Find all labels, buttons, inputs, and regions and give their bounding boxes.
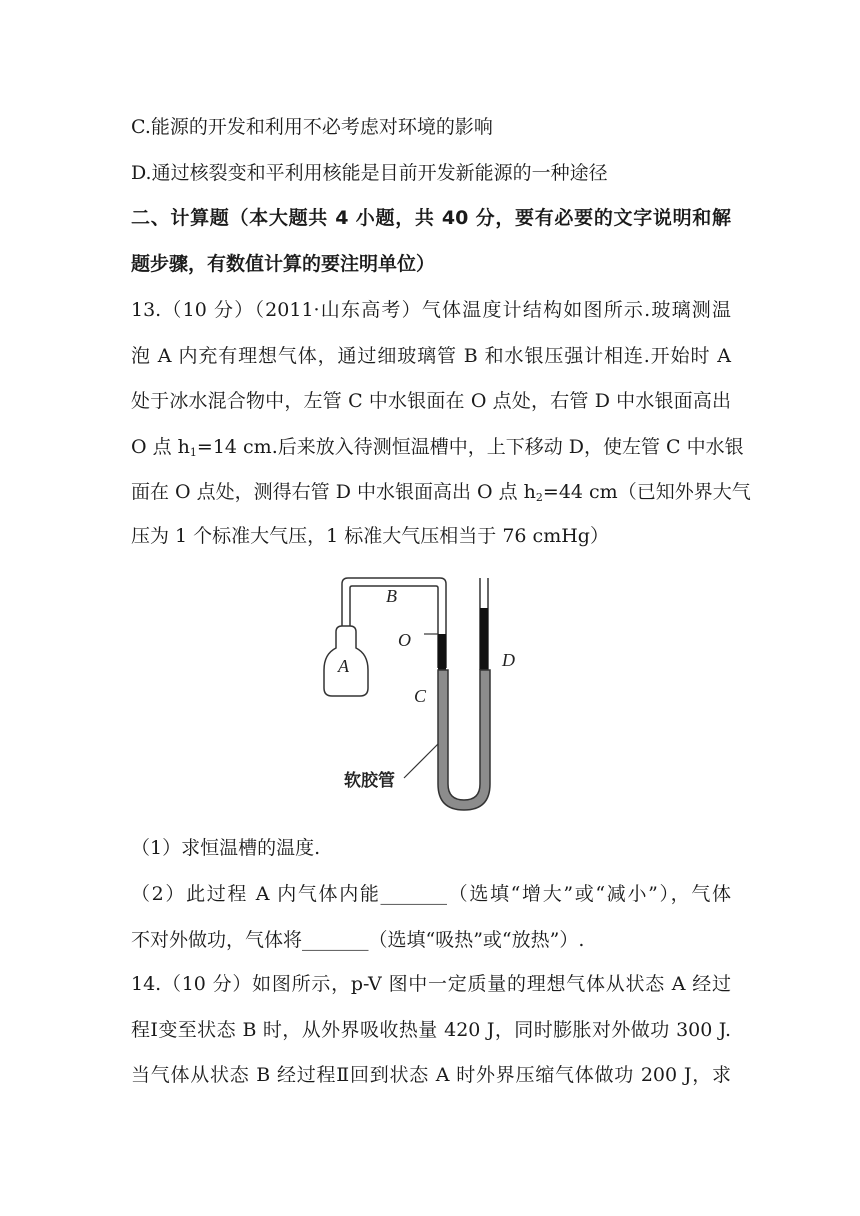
hose-pointer (404, 744, 438, 778)
q13-line-4-b: =14 cm.后来放入待测恒温槽中，上下移动 D，使左管 C 中水银 (196, 436, 744, 458)
label-c: C (414, 686, 427, 706)
q13-line-6: 压为 1 个标准大气压，1 标准大气压相当于 76 cmHg） (131, 525, 609, 547)
q13-line-1: 13.（10 分）（2011·山东高考）气体温度计结构如图所示.玻璃测温 (131, 299, 731, 321)
mercury-d-upper (480, 608, 488, 670)
q13-line-5-b: =44 cm（已知外界大气 (542, 481, 751, 503)
label-o: O (398, 630, 411, 650)
label-b: B (386, 586, 397, 606)
q13-part-2: （2）此过程 A 内气体内能_______（选填“增大”或“减小”），气体 (131, 883, 731, 905)
q14-line-2: 程Ⅰ变至状态 B 时，从外界吸收热量 420 J，同时膨胀对外做功 300 J. (131, 1019, 731, 1041)
q13-line-4-a: O 点 h (131, 436, 190, 458)
q13-line-2: 泡 A 内充有理想气体，通过细玻璃管 B 和水银压强计相连.开始时 A (131, 345, 731, 367)
option-c: C.能源的开发和利用不必考虑对环境的影响 (131, 116, 493, 138)
rubber-hose (438, 670, 490, 810)
q13-part-2-cont: 不对外做功，气体将_______（选填“吸热”或“放热”）. (131, 929, 585, 951)
mercury-c-upper (438, 634, 446, 670)
q13-line-5 (131, 478, 751, 512)
q14-line-3: 当气体从状态 B 经过程Ⅱ回到状态 A 时外界压缩气体做功 200 J，求 (131, 1064, 731, 1086)
label-d: D (502, 650, 515, 670)
section-heading-cont: 题步骤，有数值计算的要注明单位） (131, 253, 436, 275)
label-hose: 软胶管 (344, 771, 395, 791)
label-a: A (338, 656, 349, 676)
option-d: D.通过核裂变和平利用核能是目前开发新能源的一种途径 (131, 162, 608, 184)
h2-subscript: 2 (535, 491, 543, 504)
q13-part-1: （1）求恒温槽的温度. (131, 837, 321, 859)
q13-line-4 (131, 433, 744, 467)
h1-subscript: 1 (189, 446, 197, 459)
q14-line-1: 14.（10 分）如图所示，p-V 图中一定质量的理想气体从状态 A 经过 (131, 973, 731, 995)
q13-line-3: 处于冰水混合物中，左管 C 中水银面在 O 点处，右管 D 中水银面高出 (131, 390, 731, 412)
section-heading: 二、计算题（本大题共 4 小题，共 40 分，要有必要的文字说明和解 (131, 207, 731, 229)
gas-thermometer-figure (318, 574, 548, 816)
q13-line-5-a: 面在 O 点处，测得右管 D 中水银面高出 O 点 h (131, 481, 536, 503)
